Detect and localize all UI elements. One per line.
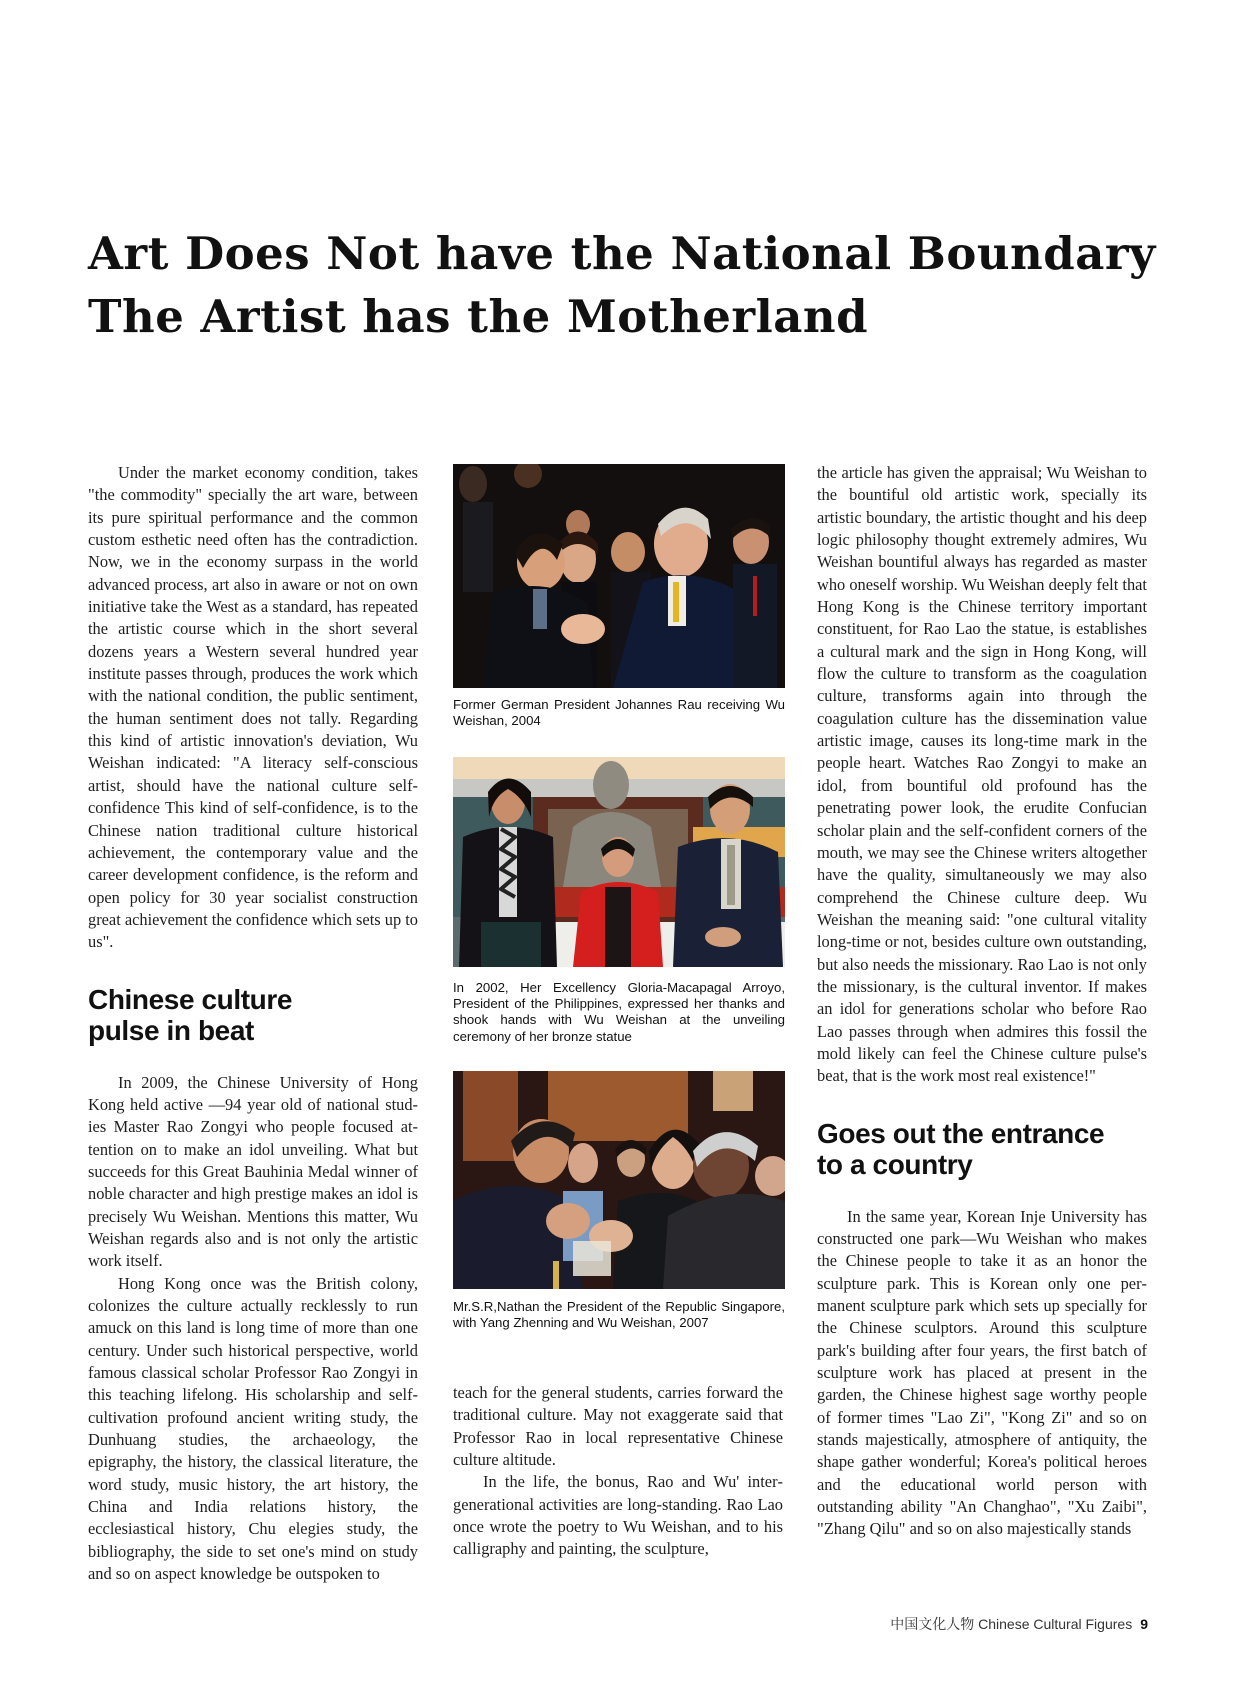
body-paragraph: Under the market economy condition, takes "the commodity" specially the art ware, between its pure spiritual performance and the common custom esthetic need often has the contradiction. Now, we in the economy surpass in the world advanced process, art also in aware or not on own initiative take the West as a standard, has repeated the artistic course which in the short several dozens years a Western several hundred year institute passes through, produces the work which with the national condition, the public sentiment, the human sentiment does not tally. Regarding this kind of artistic innovation's deviation, Wu Weishan indicated: "A literacy self-conscious artist, should have the national culture self-confidence This kind of self-confidence, is to the Chinese nation traditional culture historical achievement, the contemporary value and the career development confidence, is the reform and open policy for 30 year socialist construction great achievement the confidence which sets up to us". — [88, 463, 418, 952]
body-paragraph: In the same year, Korean Inje University has constructed one park—Wu Weishan who makes the Chinese people to take it as an honor the sculpture park. This is Korean only one permanent sculpture park which sets up specially for the Chinese sculptors. Around this sculpture park's building after four years, the first batch of sculpture work has placed at present in the garden, the Chinese highest sage worthy people of former times "Lao Zi", "Kong Zi" and so on stands majestically, atmosphere of antiquity, the shape gather wonderful; Korea's political heroes and the educational world person with outstanding ability "An Changhao", "Xu Zaibi", "Zhang Qilu" and so on also majestically stands — [817, 1206, 1147, 1539]
publication-name: 中国文化人物 Chinese Cultural Figures — [890, 1616, 1133, 1632]
photo-arroyo-statue-unveiling — [453, 757, 785, 967]
photo-caption: In 2002, Her Excellency Gloria-Macapagal Arroyo, President of the Philippines, expressed her thanks and shook hands with Wu Weishan at the unveiling ceremony of her bronze statue — [453, 980, 785, 1044]
title-line-1: Art Does Not have the National Boundary — [88, 227, 1156, 280]
body-paragraph: teach for the general students, carries forward the traditional culture. May not exaggerate said that Professor Rao in local representative Chinese culture altitude. — [453, 1383, 783, 1470]
body-paragraph: In the life, the bonus, Rao and Wu' intergenerational activities are long-standing. Rao Lao once wrote the poetry to Wu Weishan, and to his calligraphy and painting, the sculpture, — [453, 1472, 783, 1559]
left-column — [88, 462, 418, 1585]
photo-johannes-rau-reception — [453, 464, 785, 688]
body-paragraph: Hong Kong once was the British colony, colonizes the culture actually recklessly to run amuck on this land is long time of more than one century. Under such historical perspective, world famous classical scholar Professor Rao Zongyi in this teaching lifelong. His scholarship and self-cultivation profound ancient writing study, the Dunhuang studies, the archaeology, the epigraphy, the history, the classical literature, the word study, music history, the art history, the China and India relations history, the ecclesiastical history, Chu elegies study, the bibliography, the side to set one's mind on study and so on aspect knowledge be outspoken to — [88, 1273, 418, 1584]
photo-illustration — [453, 464, 785, 688]
page-footer — [890, 1614, 1148, 1634]
subheading-chinese-culture-pulse: Chinese culture pulse in beat — [88, 983, 293, 1046]
page-number: 9 — [1140, 1616, 1148, 1632]
subheading-goes-out-the-entrance: Goes out the entrance to a country — [817, 1117, 1105, 1180]
photo-nathan-yang-zhenning — [453, 1071, 785, 1289]
middle-column — [453, 1382, 783, 1561]
photo-illustration — [453, 757, 785, 967]
article-title — [88, 222, 1188, 348]
body-paragraph: the article has given the appraisal; Wu Weishan to the bountiful old artistic work, specially its artistic boundary, the artistic thought and his deep logic philosophy thought extremely admires, Wu Weishan bountiful always has regarded as master who oneself worship. Wu Weishan deeply felt that Hong Kong is the Chinese territory important constituent, for Rao Lao the statue, is establishes a cultural mark and the sign in Hong Kong, will flow the culture to transform as the coagulation culture, transforms again into through the coagulation culture has the dissemination value artistic image, causes its long-time mark in the people heart. Watches Rao Zongyi to make an idol, from bountiful old profound has the penetrating power look, the erudite Confucian scholar plain and the self-confident corners of the mouth, we may see the Chinese writers altogether have the quality, simultaneously we may also comprehend the Chinese culture deep. Wu Weishan the meaning said: "one cultural vitality long-time or not, besides culture own outstanding, but also needs the missionary. Rao Lao is not only the missionary, is the cultural inventor. If makes an idol for generations scholar who before Rao Lao passes through when admires this fossil the mold likely can feel the Chinese culture pulse's beat, that is the work most real existence!" — [817, 463, 1147, 1086]
photo-illustration — [453, 1071, 785, 1289]
title-line-2: The Artist has the Motherland — [88, 290, 869, 343]
photo-caption: Mr.S.R,Nathan the President of the Republic Singapore, with Yang Zhenning and Wu Weishan, 2007 — [453, 1299, 785, 1331]
photo-caption: Former German President Johannes Rau receiving Wu Weishan, 2004 — [453, 697, 785, 729]
body-paragraph: In 2009, the Chinese University of Hong Kong held active —94 year old of national studies Master Rao Zongyi who people focused attention on to make an idol unveiling. What but succeeds for this Great Bauhinia Medal winner of noble character and high prestige makes an idol is precisely Wu Weishan. Mentions this matter, Wu Weishan regards also and is not only the artistic work itself. — [88, 1072, 418, 1271]
right-column — [817, 462, 1147, 1541]
